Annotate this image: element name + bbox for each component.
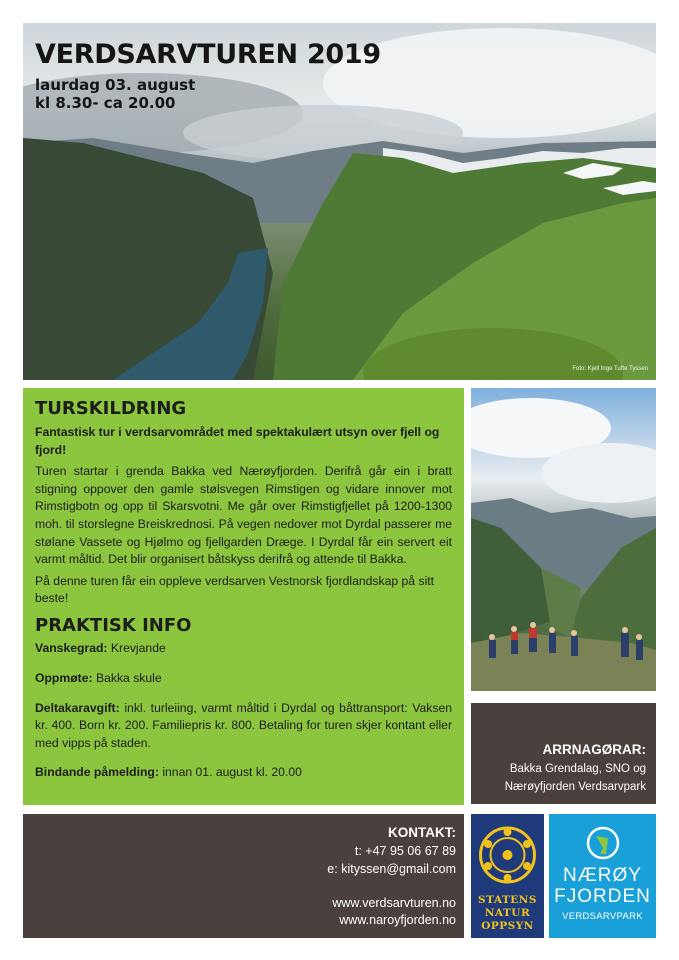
- fee-label: Deltakaravgift:: [35, 700, 120, 715]
- website-link-naroyfjorden[interactable]: www.naroyfjorden.no: [339, 913, 456, 927]
- nf-word-2: FJORDEN: [554, 886, 651, 907]
- organizer-line-2: Nærøyfjorden Verdsarvpark: [504, 781, 646, 793]
- hikers-photo: [471, 388, 656, 691]
- description-content: [35, 398, 452, 794]
- signup-line: [35, 764, 452, 782]
- signup-value: innan 01. august kl. 20.00: [162, 765, 302, 780]
- sno-word-2: NATUR: [484, 907, 531, 919]
- meeting-value: Bakka skule: [95, 670, 162, 685]
- fee-value: inkl. turleiing, varmt måltid i Dyrdal og båttransport: Vaksen kr. 400. Born kr. 200. Familiepris kr. 800. Betaling for turen skjer kontant eller med vipps på staden.: [35, 700, 452, 750]
- description-title: TURSKILDRING: [35, 398, 187, 419]
- statens-naturoppsyn-logo: [471, 814, 544, 938]
- difficulty-value: Krevjande: [110, 640, 166, 655]
- event-date: laurdag 03. august: [35, 76, 196, 94]
- sno-word-3: OPPSYN: [481, 920, 534, 932]
- fee-line: [35, 700, 452, 753]
- contact-title: KONTAKT:: [388, 825, 456, 840]
- description-intro: Fantastisk tur i verdsarvområdet med spektakulært utsyn over fjell og fjord!: [35, 425, 440, 457]
- organizer-title: ARRNAGØRAR:: [542, 742, 646, 757]
- signup-label: Bindande påmelding:: [35, 765, 159, 780]
- hikers-illustration: [471, 388, 656, 691]
- nf-word-3: VERDSARVPARK: [562, 911, 643, 922]
- description-closing: På denne turen får ein oppleve verdsarven Vestnorsk fjordlandskap på sitt beste!: [35, 573, 435, 606]
- photo-credit: Foto: Kjell Inge Tufte Tyssen: [572, 366, 648, 372]
- difficulty-line: [35, 640, 452, 658]
- event-time: kl 8.30- ca 20.00: [35, 94, 176, 112]
- sno-word-1: STATENS: [478, 894, 537, 906]
- contact-email[interactable]: e: kityssen@gmail.com: [327, 862, 456, 876]
- naroyfjorden-verdsarvpark-logo: [549, 814, 656, 938]
- organizer-panel: [471, 703, 656, 804]
- meeting-line: [35, 670, 452, 688]
- nf-emblem-icon: [586, 826, 620, 860]
- difficulty-label: Vanskegrad:: [35, 640, 108, 655]
- contact-phone[interactable]: t: +47 95 06 67 89: [354, 844, 456, 858]
- description-panel: [23, 388, 464, 805]
- hero-photo: [23, 23, 656, 380]
- meeting-label: Oppmøte:: [35, 670, 93, 685]
- practical-info-title: PRAKTISK INFO: [35, 614, 192, 636]
- organizer-line-1: Bakka Grendalag, SNO og: [509, 763, 646, 775]
- description-body: Turen startar i grenda Bakka ved Nærøyfjorden. Derifrå går ein i bratt stigning oppover den gamle stølsvegen Rimstigen og vidare innover mot Rimstigbotn og opp til Skarsvotni. Me går over Rimstigfjellet på 1200-1300 moh. til storslegne Breiskrednosi. På vegen nedover mot Dyrdal passerer me stølane Vassete og Hjølmo og fjellgarden Dræge. I Dyrdal får ein servert eit varmt måltid. Det blir organisert båtskyss derifrå og attende til Bakka.: [35, 464, 452, 567]
- event-title: VERDSARVTUREN 2019: [35, 39, 381, 70]
- website-link-verdsarvturen[interactable]: www.verdsarvturen.no: [332, 896, 456, 910]
- nf-word-1: NÆRØY: [563, 865, 642, 886]
- sno-emblem-icon: [478, 822, 537, 888]
- contact-panel: [23, 814, 464, 938]
